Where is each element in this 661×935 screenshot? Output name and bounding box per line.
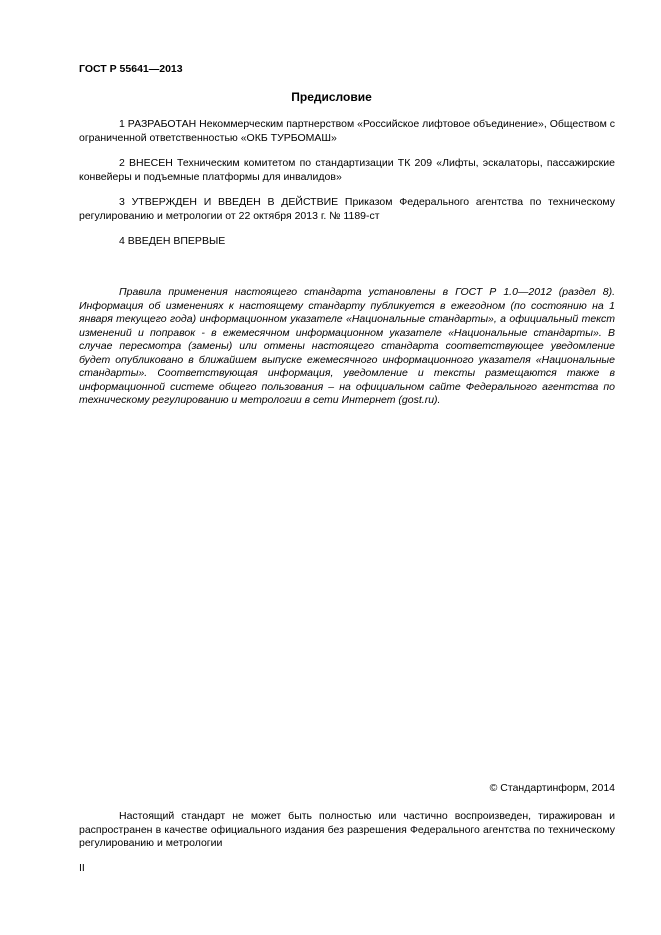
- reproduction-rights-notice: Настоящий стандарт не может быть полностью или частично воспроизведен, тиражирован и распространен в качестве официального издания без разрешения Федерального агентства по техническому регулированию и метрологии: [79, 810, 615, 849]
- preface-item-developed: 1 РАЗРАБОТАН Некоммерческим партнерством «Российское лифтовое объединение», Обществом с ограниченной ответственностью «ОКБ ТУРБОМАШ»: [79, 118, 615, 144]
- preface-item-first-introduced: 4 ВВЕДЕН ВПЕРВЫЕ: [119, 235, 226, 247]
- standard-code-header: ГОСТ Р 55641—2013: [79, 63, 183, 75]
- page-number: II: [79, 862, 85, 874]
- copyright-notice: © Стандартинформ, 2014: [489, 782, 615, 794]
- preface-item-approved: 3 УТВЕРЖДЕН И ВВЕДЕН В ДЕЙСТВИЕ Приказом Федерального агентства по техническому регулированию и метрологии от 22 октября 2013 г. № 1189-ст: [79, 196, 615, 222]
- preface-item-introduced: 2 ВНЕСЕН Техническим комитетом по стандартизации ТК 209 «Лифты, эскалаторы, пассажирские конвейеры и подъемные платформы для инвалидов»: [79, 157, 615, 183]
- preface-title: Предисловие: [291, 90, 372, 104]
- application-rules-note: Правила применения настоящего стандарта установлены в ГОСТ Р 1.0—2012 (раздел 8). Информация об изменениях к настоящему стандарту публикуется в ежегодном (по состоянию на 1 января текущего года) информационном указателе «Национальные стандарты», а официальный текст изменений и поправок - в ежемесячном информационном указателе «Национальные стандарты». В случае пересмотра (замены) или отмены настоящего стандарта соответствующее уведомление будет опубликовано в ближайшем выпуске ежемесячного информационного указателя «Национальные стандарты». Соответствующая информация, уведомление и тексты размещаются также в информационной системе общего пользования – на официальном сайте Федерального агентства по техническому регулированию и метрологии в сети Интернет (gost.ru).: [79, 286, 615, 406]
